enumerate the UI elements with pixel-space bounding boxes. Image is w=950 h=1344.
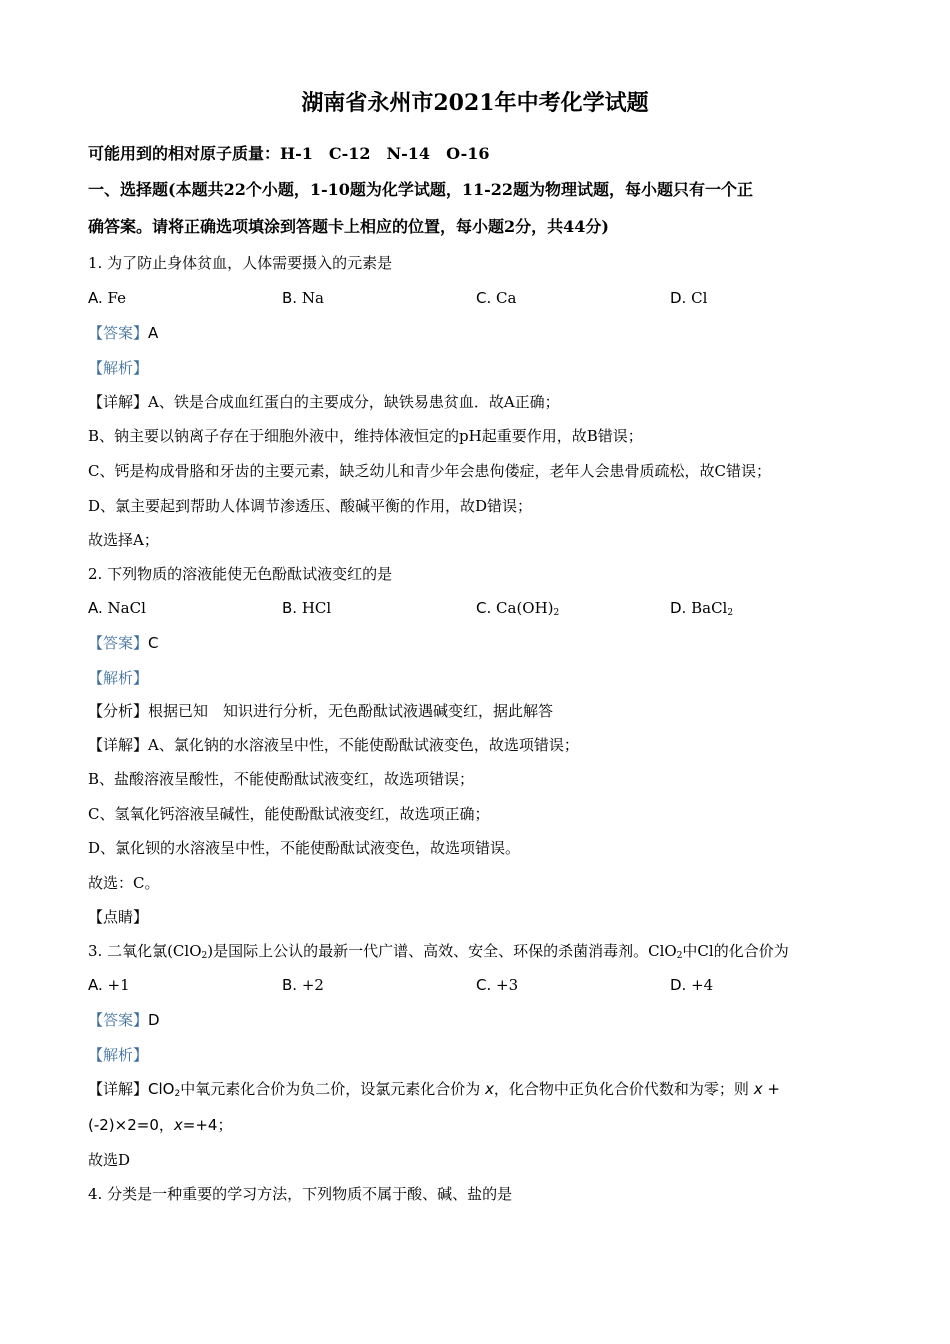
q1-detail-line: B、钠主要以钠离子存在于细胞外液中，维持体液恒定的pH起重要作用，故B错误； — [88, 427, 643, 445]
question-1-stem: 1. 为了防止身体贫血，人体需要摄入的元素是 — [88, 254, 393, 272]
question-3-stem: 3. 二氧化氯(ClO$_2$)是国际上公认的最新一代广谱、高效、安全、环保的杀菌消毒剂。ClO$_2$中Cl的化合价为 — [88, 942, 789, 961]
q1-option-d: D. Cl — [670, 289, 708, 307]
q3-option-b: B. +2 — [282, 976, 324, 994]
question-2-stem: 2. 下列物质的溶液能使无色酚酞试液变红的是 — [88, 565, 393, 583]
q2-comment-tag: 【点睛】 — [88, 908, 149, 926]
q2-answer: 【答案】C — [88, 634, 159, 652]
q2-detail: 【详解】A、氯化钠的水溶液呈中性，不能使酚酞试液变色，故选项错误； — [88, 736, 579, 754]
section-heading-line-2: 确答案。请将正确选项填涂到答题卡上相应的位置，每小题2分，共44分) — [88, 217, 609, 236]
q3-detail: 【详解】ClO$_2$中氧元素化合价为负二价，设氯元素化合价为 x，化合物中正负化合价代数和为零；则 x + — [88, 1080, 780, 1099]
q1-option-a: A. Fe — [88, 289, 127, 307]
q1-answer: 【答案】A — [88, 324, 159, 342]
q2-option-d: D. BaCl$_2$ — [670, 599, 734, 618]
q2-analysis-tag: 【解析】 — [88, 669, 149, 687]
q1-option-b: B. Na — [282, 289, 324, 307]
q3-detail-equation: (-2)×2=0，x=+4； — [88, 1116, 233, 1134]
q2-detail-line: C、氢氧化钙溶液呈碱性，能使酚酞试液变红，故选项正确； — [88, 805, 490, 823]
q3-option-c: C. +3 — [476, 976, 519, 994]
q1-option-c: C. Ca — [476, 289, 517, 307]
atomic-mass-line: 可能用到的相对原子质量：H-1 C-12 N-14 O-16 — [88, 144, 490, 163]
q1-detail: 【详解】A、铁是合成血红蛋白的主要成分，缺铁易患贫血．故A正确； — [88, 393, 560, 411]
q3-conclusion: 故选D — [88, 1151, 131, 1169]
q2-option-a: A. NaCl — [88, 599, 146, 617]
q2-analysis: 【分析】根据已知 知识进行分析，无色酚酞试液遇碱变红，据此解答 — [88, 702, 554, 720]
q2-option-c: C. $Ca(OH)_2$ — [476, 599, 560, 618]
q3-option-d: D. +4 — [670, 976, 714, 994]
q2-conclusion: 故选：C。 — [88, 874, 160, 892]
q2-option-b: B. HCl — [282, 599, 332, 617]
q3-option-a: A. +1 — [88, 976, 130, 994]
question-4-stem: 4. 分类是一种重要的学习方法，下列物质不属于酸、碱、盐的是 — [88, 1185, 513, 1203]
q3-answer: 【答案】D — [88, 1011, 160, 1029]
q1-analysis-tag: 【解析】 — [88, 359, 149, 377]
q2-detail-line: B、盐酸溶液呈酸性，不能使酚酞试液变红，故选项错误； — [88, 770, 475, 788]
q1-detail-line: D、氯主要起到帮助人体调节渗透压、酸碱平衡的作用，故D错误； — [88, 497, 533, 515]
q1-conclusion: 故选择A； — [88, 531, 159, 549]
q1-detail-line: C、钙是构成骨胳和牙齿的主要元素，缺乏幼儿和青少年会患佝偻症，老年人会患骨质疏松，故C错误； — [88, 462, 771, 480]
q2-detail-line: D、氯化钡的水溶液呈中性，不能使酚酞试液变色，故选项错误。 — [88, 839, 521, 857]
page-title: 湖南省永州市2021年中考化学试题 — [301, 90, 649, 116]
q3-analysis-tag: 【解析】 — [88, 1046, 149, 1064]
section-heading-line-1: 一、选择题(本题共22个小题，1-10题为化学试题，11-22题为物理试题，每小题只有一个正 — [88, 180, 754, 199]
